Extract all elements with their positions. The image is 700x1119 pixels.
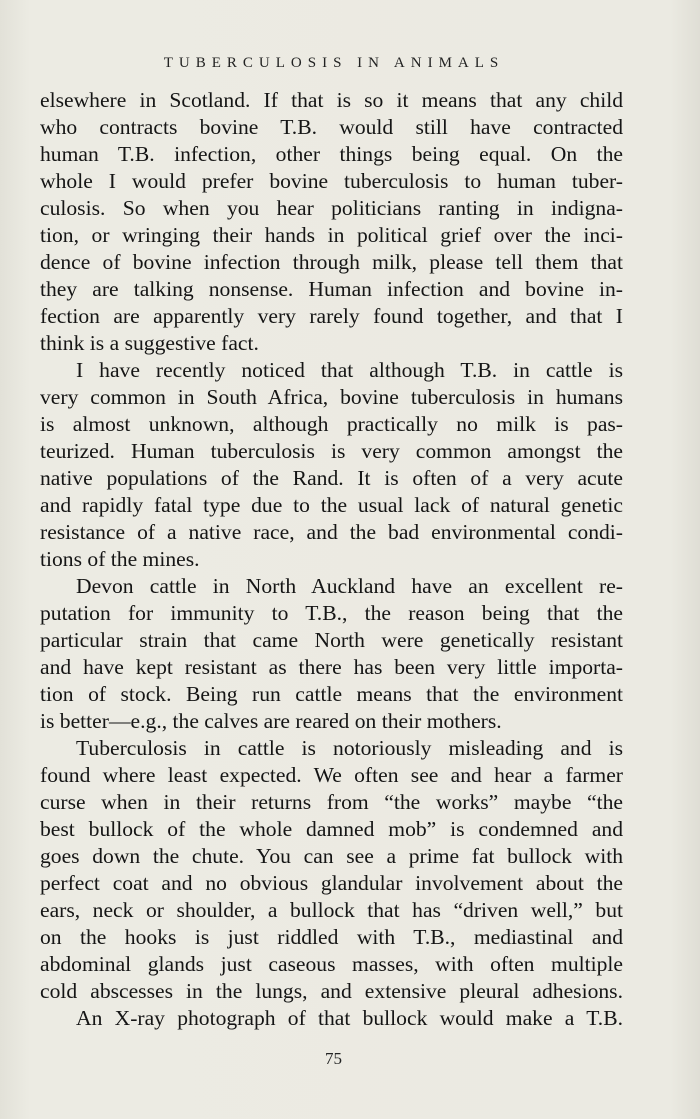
text-line: they are talking nonsense. Human infection and bovine in- [40, 277, 623, 301]
text-line: goes down the chute. You can see a prime fat bullock with [40, 844, 623, 868]
text-line: and have kept resistant as there has been very little importa- [40, 655, 623, 679]
text-line: Devon cattle in North Auckland have an excellent re- [76, 574, 623, 598]
text-line: Tuberculosis in cattle is notoriously misleading and is [76, 736, 623, 760]
text-line: perfect coat and no obvious glandular involvement about the [40, 871, 623, 895]
text-line: human T.B. infection, other things being equal. On the [40, 142, 623, 166]
text-line: An X-ray photograph of that bullock would make a T.B. [76, 1006, 623, 1030]
text-line: whole I would prefer bovine tuberculosis to human tuber- [40, 169, 623, 193]
body-text [40, 87, 623, 1032]
text-line: curse when in their returns from “the works” maybe “the [40, 790, 623, 814]
text-line: dence of bovine infection through milk, please tell them that [40, 250, 623, 274]
text-line: ears, neck or shoulder, a bullock that has “driven well,” but [40, 898, 623, 922]
text-line: teurized. Human tuberculosis is very common amongst the [40, 439, 623, 463]
text-line: abdominal glands just caseous masses, with often multiple [40, 952, 623, 976]
text-line: tions of the mines. [40, 547, 200, 571]
text-line: on the hooks is just riddled with T.B., mediastinal and [40, 925, 623, 949]
text-line: think is a suggestive fact. [40, 331, 259, 355]
text-line: best bullock of the whole damned mob” is condemned and [40, 817, 623, 841]
text-line: cold abscesses in the lungs, and extensive pleural adhesions. [40, 979, 623, 1003]
text-line: fection are apparently very rarely found together, and that I [40, 304, 623, 328]
text-line: is better—e.g., the calves are reared on their mothers. [40, 709, 502, 733]
page-number: 75 [325, 1049, 342, 1068]
text-line: and rapidly fatal type due to the usual lack of natural genetic [40, 493, 623, 517]
text-line: elsewhere in Scotland. If that is so it means that any child [40, 88, 623, 112]
text-line: tion, or wringing their hands in political grief over the inci- [40, 223, 623, 247]
text-line: tion of stock. Being run cattle means that the environment [40, 682, 623, 706]
text-line: very common in South Africa, bovine tuberculosis in humans [40, 385, 623, 409]
text-line: I have recently noticed that although T.B. in cattle is [76, 358, 623, 382]
text-line: is almost unknown, although practically no milk is pas- [40, 412, 623, 436]
text-line: resistance of a native race, and the bad environmental condi- [40, 520, 623, 544]
text-line: putation for immunity to T.B., the reason being that the [40, 601, 623, 625]
text-line: particular strain that came North were genetically resistant [40, 628, 623, 652]
text-line: culosis. So when you hear politicians ranting in indigna- [40, 196, 623, 220]
text-line: native populations of the Rand. It is often of a very acute [40, 466, 623, 490]
text-line: who contracts bovine T.B. would still have contracted [40, 115, 623, 139]
running-head: TUBERCULOSIS IN ANIMALS [163, 55, 505, 71]
text-line: found where least expected. We often see and hear a farmer [40, 763, 623, 787]
